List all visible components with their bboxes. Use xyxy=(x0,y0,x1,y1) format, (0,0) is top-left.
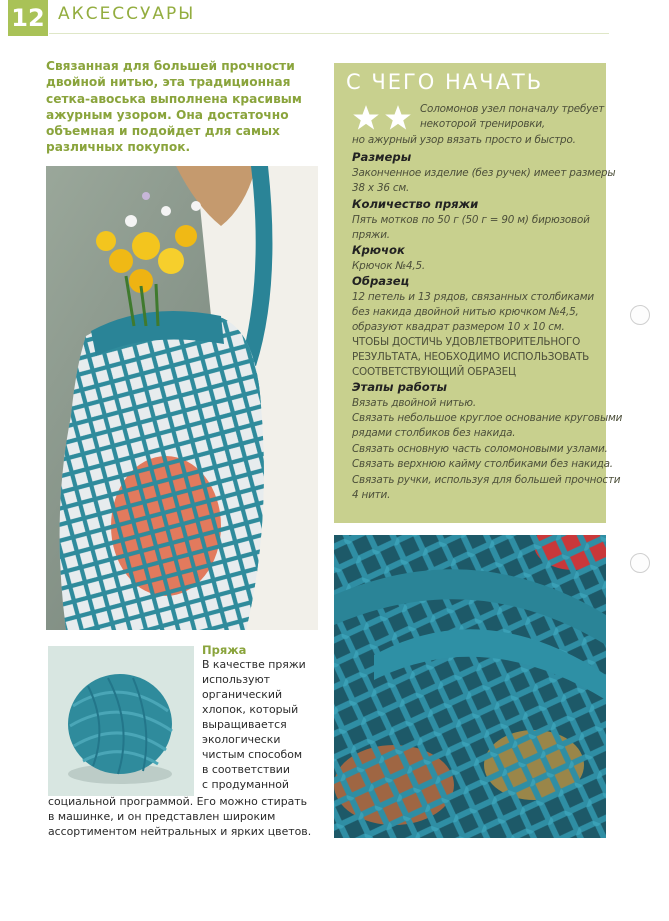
yarn-text: В качестве пряжи xyxy=(202,658,306,671)
yarn-text: выращивается xyxy=(202,718,287,731)
intro-text xyxy=(46,58,316,156)
steps-heading: Этапы работы xyxy=(352,380,447,394)
step-text: Связать основную часть соломоновыми узлами. xyxy=(352,443,608,455)
box-title: С ЧЕГО НАЧАТЬ xyxy=(346,70,544,94)
difficulty-text: некоторой тренировки, xyxy=(420,118,546,130)
gauge-text: ЧТОБЫ ДОСТИЧЬ УДОВЛЕТВОРИТЕЛЬНОГО xyxy=(352,336,581,348)
bag-photo xyxy=(46,166,318,630)
intro-line: различных покупок. xyxy=(46,140,191,155)
yarn-text: в соответствии xyxy=(202,763,290,776)
gauge-text: РЕЗУЛЬТАТА, НЕОБХОДИМО ИСПОЛЬЗОВАТЬ xyxy=(352,351,590,363)
punch-hole xyxy=(630,305,650,325)
header-divider xyxy=(49,33,609,34)
yarn-ball-photo xyxy=(48,646,194,796)
page-number: 12 xyxy=(8,0,48,36)
ghost-text xyxy=(265,2,274,32)
size-text: 38 х 36 см. xyxy=(352,182,410,194)
gauge-heading: Образец xyxy=(352,274,410,288)
yarn-text: социальной программой. Его можно стирать xyxy=(48,795,308,808)
intro-line: двойной нитью, эта традиционная xyxy=(46,75,291,90)
intro-line: ажурным узором. Она достаточно xyxy=(46,107,289,122)
yarn-text: органический xyxy=(202,688,283,701)
step-text: рядами столбиков без накида. xyxy=(352,427,516,439)
step-text: 4 нити. xyxy=(352,489,391,501)
size-text: Законченное изделие (без ручек) имеет размеры xyxy=(352,167,616,179)
gauge-text: СООТВЕТСТВУЮЩИЙ ОБРАЗЕЦ xyxy=(352,366,516,378)
yarn-text: используют xyxy=(202,673,270,686)
punch-hole xyxy=(630,553,650,573)
intro-line: сетка-авоська выполнена красивым xyxy=(46,91,302,106)
star-icon xyxy=(384,104,412,132)
difficulty-text: но ажурный узор вязать просто и быстро. xyxy=(352,134,576,146)
yarn-heading: Пряжа xyxy=(202,643,247,657)
yarn-text: ассортиментом нейтральных и ярких цветов. xyxy=(48,825,312,838)
step-text: Вязать двойной нитью. xyxy=(352,397,476,409)
gauge-text: образуют квадрат размером 10 х 10 см. xyxy=(352,321,565,333)
yarn-text: экологически xyxy=(202,733,281,746)
yarn-text: хлопок, который xyxy=(202,703,299,716)
step-text: Связать верхнюю кайму столбиками без накида. xyxy=(352,458,613,470)
step-text: Связать ручки, используя для большей прочности xyxy=(352,474,621,486)
intro-line: объемная и подойдет для самых xyxy=(46,124,280,139)
section-title: АКСЕССУАРЫ xyxy=(58,4,196,24)
detail-photo xyxy=(334,535,606,838)
intro-line: Связанная для большей прочности xyxy=(46,59,295,73)
gauge-text: без накида двойной нитью крючком №4,5, xyxy=(352,306,579,318)
difficulty-text: Соломонов узел поначалу требует xyxy=(420,103,605,115)
star-icon xyxy=(352,104,380,132)
yarn-text: чистым способом xyxy=(202,748,303,761)
size-heading: Размеры xyxy=(352,150,412,164)
step-text: Связать небольшое круглое основание круговыми xyxy=(352,412,623,424)
hook-text: Крючок №4,5. xyxy=(352,260,426,272)
yarn-text: в машинке, и он представлен широким xyxy=(48,810,276,823)
gauge-text: 12 петель и 13 рядов, связанных столбиками xyxy=(352,291,594,303)
yarn-amount-heading: Количество пряжи xyxy=(352,197,479,211)
yarn-text: с продуманной xyxy=(202,778,289,791)
yarn-amount-text: Пять мотков по 50 г (50 г = 90 м) бирюзовой xyxy=(352,214,590,226)
hook-heading: Крючок xyxy=(352,243,405,257)
yarn-amount-text: пряжи. xyxy=(352,229,390,241)
